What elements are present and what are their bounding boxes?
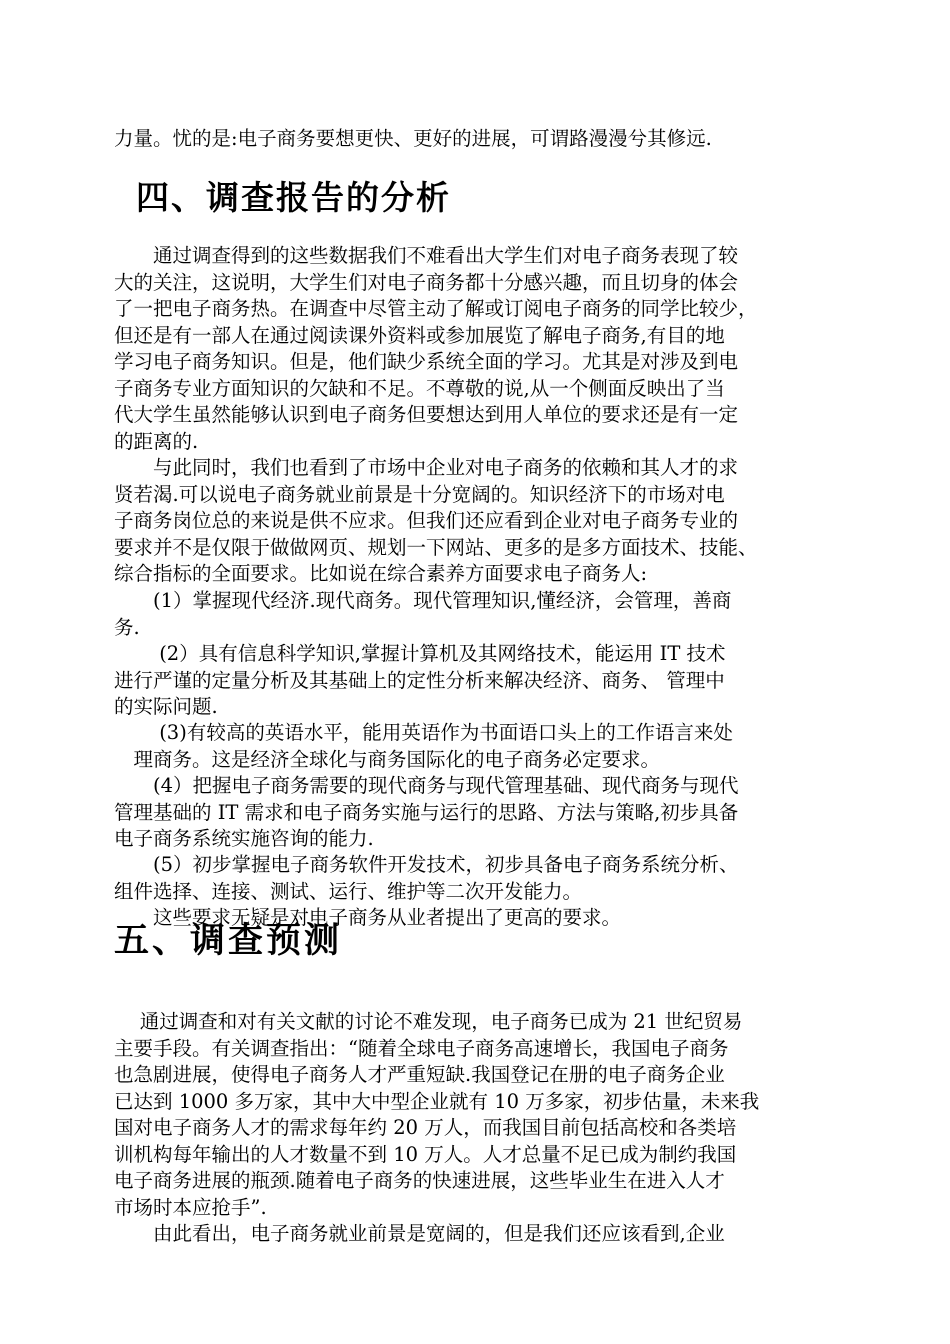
text-line: 与此同时，我们也看到了市场中企业对电子商务的依赖和其人才的求 <box>114 456 739 479</box>
section-4-heading: 四、调查报告的分析 <box>136 178 451 217</box>
text-line: 通过调查得到的这些数据我们不难看出大学生们对电子商务表现了较 <box>114 244 739 267</box>
section-5-heading: 五、调查预测 <box>114 921 343 961</box>
requirement-item-2 <box>114 641 844 721</box>
requirement-item-3 <box>114 720 844 773</box>
text-line: 管理基础的 IT 需求和电子商务实施与运行的思路、方法与策略,初步具备 <box>114 800 739 824</box>
text-line: 综合指标的全面要求。比如说在综合素养方面要求电子商务人: <box>114 562 648 585</box>
text-line: 的实际问题. <box>114 695 218 718</box>
text-line: 训机构每年输出的人才数量不到 10 万人。人才总量不足已成为制约我国 <box>114 1142 737 1166</box>
text-line: 学习电子商务知识。但是，他们缺少系统全面的学习。尤其是对涉及到电 <box>114 350 739 373</box>
text-line: (1）掌握现代经济.现代商务。现代管理知识,懂经济，会管理，善商 <box>114 589 732 612</box>
text-line: 大的关注，这说明，大学生们对电子商务都十分感兴趣，而且切身的体会 <box>114 270 739 294</box>
section-5-paragraph-1 <box>114 1009 844 1221</box>
text-line: 市场时本应抢手”. <box>114 1195 267 1219</box>
text-line: 贤若渴.可以说电子商务就业前景是十分宽阔的。知识经济下的市场对电 <box>114 482 725 506</box>
requirement-item-4 <box>114 773 844 853</box>
text-line: 国对电子商务人才的需求每年约 20 万人，而我国目前包括高校和各类培 <box>114 1116 737 1139</box>
requirement-item-1 <box>114 588 844 641</box>
text-line: 子商务专业方面知识的欠缺和不足。不尊敬的说,从一个侧面反映出了当 <box>114 376 725 400</box>
section-4-paragraph-1 <box>114 243 844 455</box>
text-line: 了一把电子商务热。在调查中尽管主动了解或订阅电子商务的同学比较少， <box>114 297 758 320</box>
section-5-paragraph-2 <box>114 1221 844 1248</box>
text-line: 电子商务进展的瓶颈.随着电子商务的快速进展，这些毕业生在进入人才 <box>114 1169 725 1192</box>
text-line: 电子商务系统实施咨询的能力. <box>114 827 374 850</box>
text-line: 已达到 1000 多万家，其中大中型企业就有 10 万多家，初步估量，未来我 <box>114 1089 760 1113</box>
section-4-paragraph-2 <box>114 455 844 588</box>
text-line: 主要手段。有关调查指出：“随着全球电子商务高速增长，我国电子商务 <box>114 1036 729 1060</box>
text-line: 但还是有一部人在通过阅读课外资料或参加展览了解电子商务,有目的地 <box>114 323 725 347</box>
text-line: (5）初步掌握电子商务软件开发技术，初步具备电子商务系统分析、 <box>114 853 739 876</box>
text-line: 理商务。这是经济全球化与商务国际化的电子商务必定要求。 <box>114 747 661 771</box>
text-line: 的距离的. <box>114 429 199 453</box>
text-line: 代大学生虽然能够认识到电子商务但要想达到用人单位的要求还是有一定 <box>114 403 739 426</box>
text-line: 务. <box>114 615 140 639</box>
text-line: (2）具有信息科学知识,掌握计算机及其网络技术，能运用 IT 技术 <box>114 642 726 665</box>
text-line: 通过调查和对有关文献的讨论不难发现，电子商务已成为 21 世纪贸易 <box>114 1010 743 1033</box>
text-line: 力量。忧的是:电子商务要想更快、更好的进展，可谓路漫漫兮其修远. <box>114 127 712 150</box>
requirement-item-5 <box>114 852 844 905</box>
text-line: 要求并不是仅限于做做网页、规划一下网站、更多的是多方面技术、技能、 <box>114 535 758 559</box>
text-line: 也急剧进展，使得电子商务人才严重短缺.我国登记在册的电子商务企业 <box>114 1063 725 1086</box>
intro-paragraph-tail <box>114 126 844 153</box>
text-line: (4）把握电子商务需要的现代商务与现代管理基础、现代商务与现代 <box>114 774 739 797</box>
text-line: 由此看出，电子商务就业前景是宽阔的，但是我们还应该看到,企业 <box>114 1222 725 1245</box>
text-line: 进行严谨的定量分析及其基础上的定性分析来解决经济、商务、 管理中 <box>114 668 725 692</box>
text-line: 这些要求无疑是对电子商务从业者提出了更高的要求。 <box>114 906 622 929</box>
text-line: (3)有较高的英语水平，能用英语作为书面语口头上的工作语言来处 <box>114 721 733 744</box>
text-line: 组件选择、连接、测试、运行、维护等二次开发能力。 <box>114 879 583 903</box>
text-line: 子商务岗位总的来说是供不应求。但我们还应看到企业对电子商务专业的 <box>114 509 739 532</box>
